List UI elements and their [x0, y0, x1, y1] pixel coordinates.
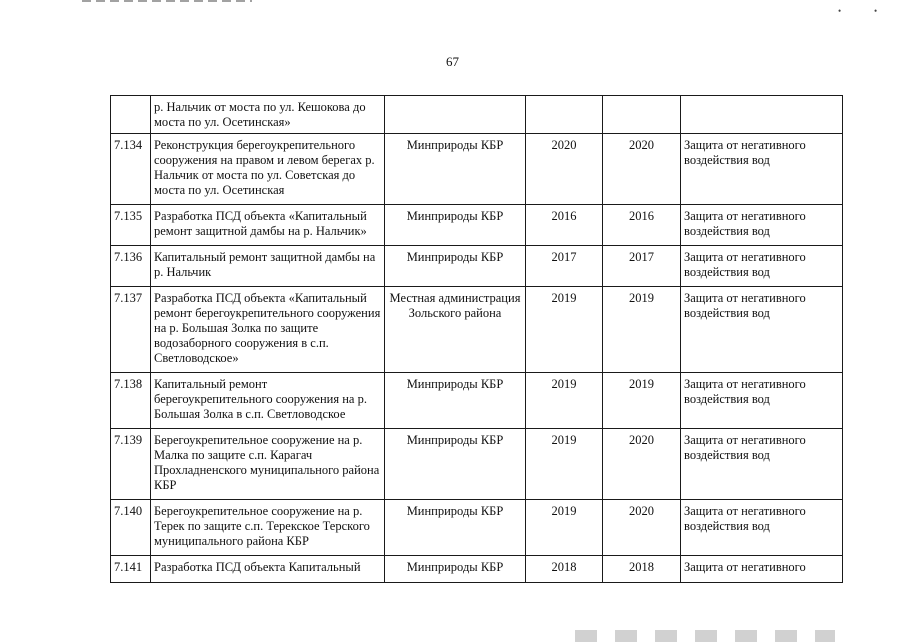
row-number: 7.136: [111, 246, 151, 287]
table-row: [111, 556, 843, 583]
executor: Местная администрация Зольского района: [385, 287, 526, 373]
measure-description: Реконструкция берегоукрепительного сооружения на правом и левом берегах р. Нальчик от моста по ул. Советская до моста по ул. Осетинская: [151, 134, 385, 205]
start-year: 2019: [526, 287, 603, 373]
table-row: [111, 246, 843, 287]
measure-description: Капитальный ремонт защитной дамбы на р. Нальчик: [151, 246, 385, 287]
end-year: [603, 96, 681, 134]
scan-dot-mark: •: [874, 6, 878, 16]
end-year: 2020: [603, 429, 681, 500]
end-year: 2019: [603, 373, 681, 429]
start-year: 2016: [526, 205, 603, 246]
measure-description: Берегоукрепительное сооружение на р. Терек по защите с.п. Терекское Терского муниципального района КБР: [151, 500, 385, 556]
scan-artifact-top: [82, 0, 252, 2]
expected-result: Защита от негативного воздействия вод: [681, 287, 843, 373]
row-number: 7.135: [111, 205, 151, 246]
row-number: 7.139: [111, 429, 151, 500]
executor: Минприроды КБР: [385, 205, 526, 246]
start-year: 2019: [526, 373, 603, 429]
end-year: 2020: [603, 500, 681, 556]
row-number: 7.137: [111, 287, 151, 373]
table-row: [111, 373, 843, 429]
start-year: 2017: [526, 246, 603, 287]
measure-description: Капитальный ремонт берегоукрепительного сооружения на р. Большая Золка в с.п. Светловодское: [151, 373, 385, 429]
table-row: [111, 134, 843, 205]
measure-description: Разработка ПСД объекта Капитальный: [151, 556, 385, 583]
expected-result: Защита от негативного воздействия вод: [681, 134, 843, 205]
measure-description: Разработка ПСД объекта «Капитальный ремонт защитной дамбы на р. Нальчик»: [151, 205, 385, 246]
row-number: [111, 96, 151, 134]
executor: [385, 96, 526, 134]
executor: Минприроды КБР: [385, 429, 526, 500]
end-year: 2016: [603, 205, 681, 246]
start-year: 2018: [526, 556, 603, 583]
executor: Минприроды КБР: [385, 246, 526, 287]
table-row: [111, 205, 843, 246]
table-row: [111, 287, 843, 373]
scan-artifact-bottom: [575, 630, 835, 642]
executor: Минприроды КБР: [385, 500, 526, 556]
row-number: 7.140: [111, 500, 151, 556]
measures-table: [110, 95, 843, 583]
measure-description: Берегоукрепительное сооружение на р. Малка по защите с.п. Карагач Прохладненского муниципального района КБР: [151, 429, 385, 500]
end-year: 2019: [603, 287, 681, 373]
expected-result: Защита от негативного воздействия вод: [681, 429, 843, 500]
start-year: 2019: [526, 500, 603, 556]
end-year: 2018: [603, 556, 681, 583]
end-year: 2017: [603, 246, 681, 287]
expected-result: [681, 96, 843, 134]
row-number: 7.134: [111, 134, 151, 205]
table-row: [111, 96, 843, 134]
row-number: 7.141: [111, 556, 151, 583]
row-number: 7.138: [111, 373, 151, 429]
table-row: [111, 500, 843, 556]
page-number: 67: [446, 54, 459, 69]
scan-dot-mark: •: [838, 6, 842, 16]
expected-result: Защита от негативного воздействия вод: [681, 246, 843, 287]
start-year: 2020: [526, 134, 603, 205]
start-year: [526, 96, 603, 134]
start-year: 2019: [526, 429, 603, 500]
end-year: 2020: [603, 134, 681, 205]
expected-result: Защита от негативного воздействия вод: [681, 205, 843, 246]
executor: Минприроды КБР: [385, 134, 526, 205]
expected-result: Защита от негативного: [681, 556, 843, 583]
expected-result: Защита от негативного воздействия вод: [681, 500, 843, 556]
executor: Минприроды КБР: [385, 556, 526, 583]
expected-result: Защита от негативного воздействия вод: [681, 373, 843, 429]
table-row: [111, 429, 843, 500]
measure-description: Разработка ПСД объекта «Капитальный ремонт берегоукрепительного сооружения на р. Большая Золка по защите водозаборного сооружения в с.п. Светловодское»: [151, 287, 385, 373]
measure-description: р. Нальчик от моста по ул. Кешокова до моста по ул. Осетинская»: [151, 96, 385, 134]
executor: Минприроды КБР: [385, 373, 526, 429]
